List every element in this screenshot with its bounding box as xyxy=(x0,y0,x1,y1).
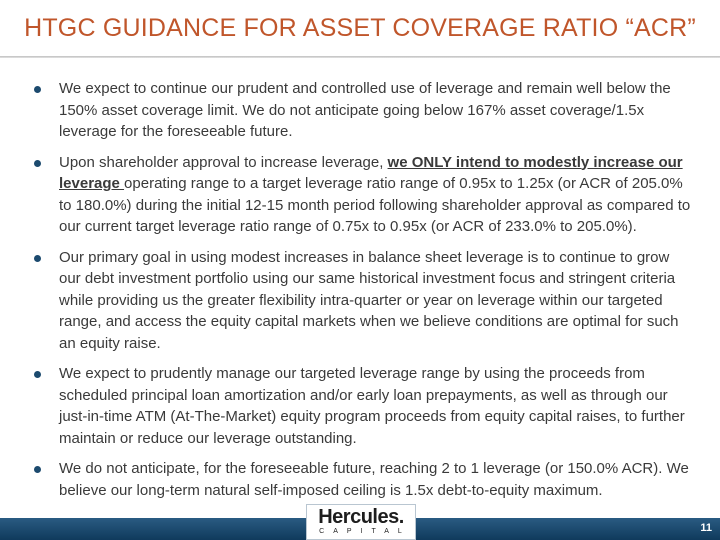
bullet-text: We expect to prudently manage our targeted leverage range by using the proceeds from scheduled principal loan amortization and/or early loan prepayments, as well as through our just-in-time ATM (At-The-Market) equity program proceeds from equity capital raises, to further maintain or reduce our leverage outstanding. xyxy=(59,365,685,447)
bullet-item xyxy=(34,152,694,238)
page-number: 11 xyxy=(700,522,712,534)
bullet-text: We expect to continue our prudent and controlled use of leverage and remain well below the 150% asset coverage limit. We do not anticipate going below 167% asset coverage/1.5x leverage for the foreseeable future. xyxy=(59,80,671,140)
slide-title: HTGC GUIDANCE FOR ASSET COVERAGE RATIO “ACR” xyxy=(24,14,696,42)
bullet-text-before: Upon shareholder approval to increase leverage, xyxy=(59,153,388,171)
bullet-dot-icon xyxy=(34,466,41,473)
bullet-dot-icon xyxy=(34,255,41,262)
logo-wordmark: Hercules. xyxy=(318,506,404,528)
bullet-text-emphasis: we ONLY intend to modestly increase our leverage xyxy=(59,153,683,192)
bullet-dot-icon xyxy=(34,160,41,167)
bullet-text: We do not anticipate, for the foreseeable future, reaching 2 to 1 leverage (or 150.0% ACR). We believe our long-term natural self-imposed ceiling is 1.5x debt-to-equity maximum. xyxy=(59,460,689,499)
bullet-text-after: operating range to a target leverage ratio range of 0.95x to 1.25x (or ACR of 205.0% to 180.0%) during the initial 12-15 month period following shareholder approval as compared to our current target leverage ratio range of 0.75x to 0.95x (or ACR of 233.0% to 205.0%). xyxy=(59,175,691,235)
logo-subtitle: CAPITAL xyxy=(319,528,411,535)
bullet-dot-icon xyxy=(34,86,41,93)
bullet-item xyxy=(34,247,694,355)
hercules-capital-logo xyxy=(306,504,416,540)
bullet-dot-icon xyxy=(34,371,41,378)
bullet-text: Our primary goal in using modest increases in balance sheet leverage is to continue to grow our debt investment portfolio using our same historical investment focus and stringent criteria while providing us the greater flexibility intra-quarter or year on leverage within our targeted range, and access the equity capital markets when we believe conditions are optimal for such an equity raise. xyxy=(59,248,679,352)
title-divider xyxy=(0,56,720,58)
bullet-item xyxy=(34,458,694,501)
bullet-list xyxy=(34,78,694,510)
bullet-item xyxy=(34,78,694,143)
bullet-item xyxy=(34,363,694,449)
